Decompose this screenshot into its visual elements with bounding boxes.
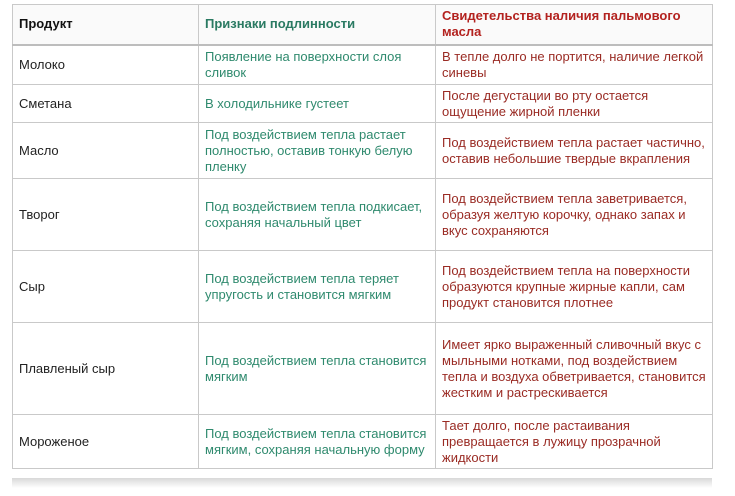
cell-palm-oil: Под воздействием тепла растает частично, оставив небольшие твердые вкрапления bbox=[436, 123, 713, 179]
cell-palm-oil: Тает долго, после растаивания превращается в лужицу прозрачной жидкости bbox=[436, 415, 713, 469]
cell-palm-oil: Имеет ярко выраженный сливочный вкус с мыльными нотками, под воздействием тепла и воздуха обветривается, становится жестким и растрескивается bbox=[436, 323, 713, 415]
header-authenticity: Признаки подлинности bbox=[199, 5, 436, 45]
table-header-row bbox=[13, 5, 713, 45]
cell-product: Творог bbox=[13, 179, 199, 251]
cell-product: Мороженое bbox=[13, 415, 199, 469]
cell-authenticity: В холодильнике густеет bbox=[199, 85, 436, 123]
cell-product: Масло bbox=[13, 123, 199, 179]
header-product: Продукт bbox=[13, 5, 199, 45]
cell-palm-oil: Под воздействием тепла заветривается, образуя желтую корочку, однако запах и вкус сохраняются bbox=[436, 179, 713, 251]
table-row bbox=[13, 323, 713, 415]
cell-product: Молоко bbox=[13, 45, 199, 85]
comparison-table-frame bbox=[12, 4, 712, 478]
cell-authenticity: Появление на поверхности слоя сливок bbox=[199, 45, 436, 85]
cell-palm-oil: В тепле долго не портится, наличие легкой синевы bbox=[436, 45, 713, 85]
table-row bbox=[13, 415, 713, 469]
cell-product: Сметана bbox=[13, 85, 199, 123]
cell-palm-oil: После дегустации во рту остается ощущение жирной пленки bbox=[436, 85, 713, 123]
cell-product: Сыр bbox=[13, 251, 199, 323]
cell-authenticity: Под воздействием тепла теряет упругость и становится мягким bbox=[199, 251, 436, 323]
table-row bbox=[13, 123, 713, 179]
cell-authenticity: Под воздействием тепла подкисает, сохраняя начальный цвет bbox=[199, 179, 436, 251]
cell-product: Плавленый сыр bbox=[13, 323, 199, 415]
table-row bbox=[13, 45, 713, 85]
cell-authenticity: Под воздействием тепла растает полностью, оставив тонкую белую пленку bbox=[199, 123, 436, 179]
table-shadow bbox=[12, 478, 712, 488]
cell-palm-oil: Под воздействием тепла на поверхности образуются крупные жирные капли, сам продукт становится плотнее bbox=[436, 251, 713, 323]
table-row bbox=[13, 85, 713, 123]
header-palm-oil: Свидетельства наличия пальмового масла bbox=[436, 5, 713, 45]
cell-authenticity: Под воздействием тепла становится мягким bbox=[199, 323, 436, 415]
table-row bbox=[13, 179, 713, 251]
cell-authenticity: Под воздействием тепла становится мягким, сохраняя начальную форму bbox=[199, 415, 436, 469]
table-row bbox=[13, 251, 713, 323]
comparison-table bbox=[12, 4, 713, 469]
